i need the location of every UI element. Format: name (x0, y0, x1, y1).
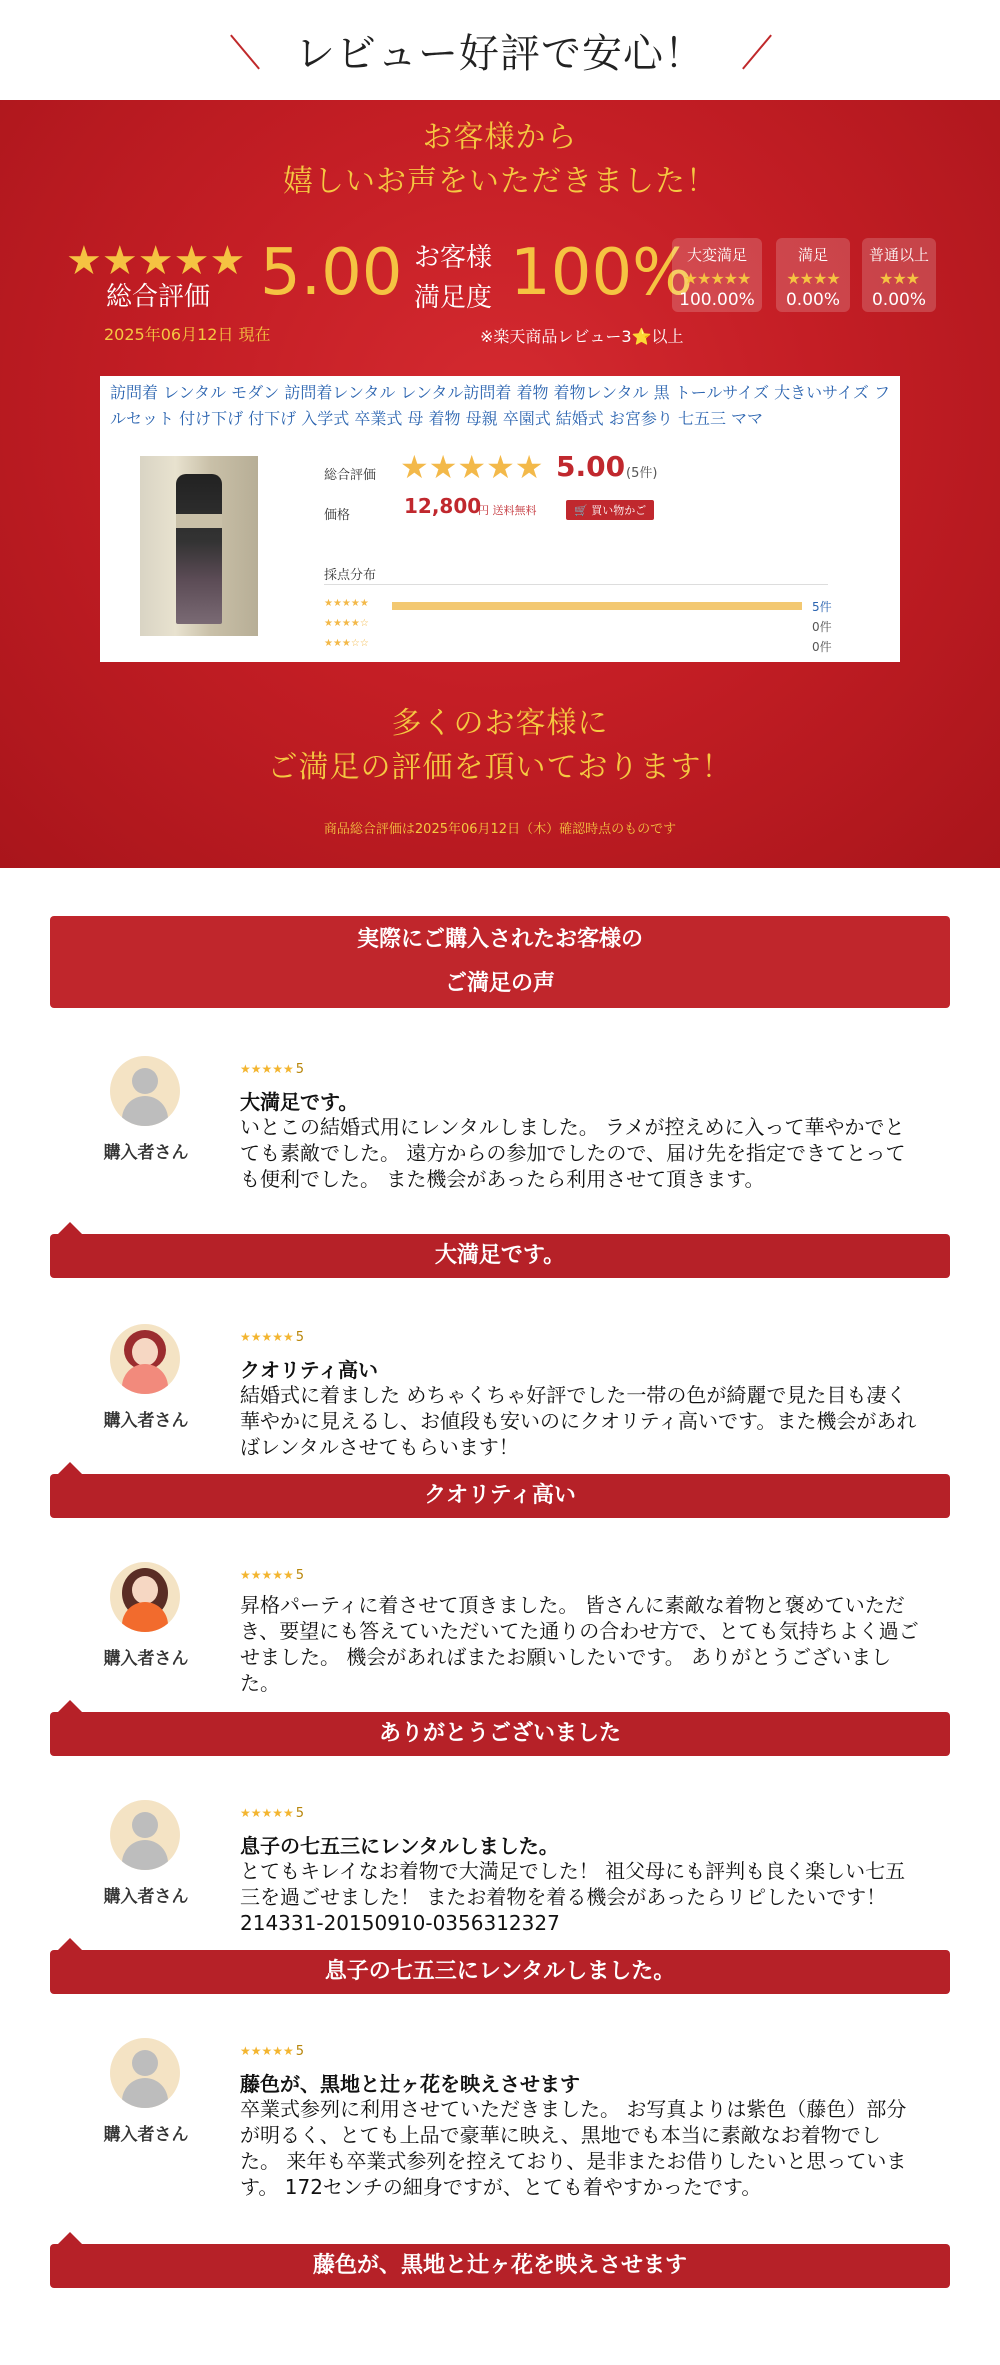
overall-stars-icon: ★★★★★ (66, 238, 246, 284)
rate-box-label: 満足 (797, 246, 828, 264)
review-body: 結婚式に着ました めちゃくちゃ好評でした一帯の色が綺麗で見た目も凄く華やかに見えるし、お値段も安いのにクオリティ高いです。また機会があればレンタルさせてもらいます！ (240, 1383, 917, 1459)
page-title: レビュー好評で安心！ (295, 31, 705, 77)
review-stars-icon: ★★★★★ (240, 2044, 294, 2058)
review-summary-bar (50, 1712, 950, 1756)
review-rating-number: 5 (295, 1062, 305, 1077)
banner-heading-line4: ご満足の評価を頂いております！ (267, 750, 733, 785)
person-icon (132, 1812, 158, 1838)
rate-box-stars-icon: ★★★★ (786, 269, 840, 288)
page-bottom-spacer (0, 2300, 1000, 2365)
review-summary-bar (50, 1950, 950, 1994)
rate-box-label: 普通以上 (868, 246, 929, 264)
review-rating (240, 1806, 304, 1821)
review-body: 昇格パーティに着させて頂きました。 皆さんに素敵な着物と褒めていただき、要望にも答えていただいてた通りの合わせ方で、とても気持ちよく過ごせました。 機会があればまたお願いしたいです。 ありがとうございました。 (240, 1593, 919, 1695)
avatar (110, 1800, 180, 1870)
distribution-count: 0件 (812, 640, 832, 654)
card-review-count[interactable]: (5件) (626, 466, 658, 481)
card-price-label: 価格 (324, 508, 351, 523)
review-title: 大満足です。 (240, 1090, 359, 1114)
card-price: 12,800 (404, 494, 482, 518)
review-title: 息子の七五三にレンタルしました。 (240, 1834, 559, 1858)
review-stars-icon: ★★★★★ (240, 1806, 294, 1820)
rate-box-percent: 0.00% (871, 290, 926, 310)
person-icon-body (122, 1096, 168, 1126)
overall-score: 5.00 (260, 236, 403, 310)
bar-notch (58, 1222, 82, 1234)
woman-face (132, 1338, 158, 1366)
product-title-link[interactable]: 訪問着 レンタル モダン 訪問着レンタル レンタル訪問着 着物 着物レンタル 黒 トールサイズ 大きいサイズ フルセット 付け下げ 付下げ 入学式 卒業式 母 着物 母親 卒園式 結婚式 お宮参り 七五三 ママ (110, 383, 890, 428)
distribution-row (324, 616, 844, 634)
card-stars-icon: ★★★★★ (400, 448, 544, 486)
review-summary-bar (50, 2244, 950, 2288)
rate-box-average-or-above (862, 238, 936, 312)
bar-notch (58, 1938, 82, 1950)
person-icon-body (122, 2078, 168, 2108)
bar-notch (58, 1462, 82, 1474)
review-rating (240, 2044, 304, 2059)
avatar (110, 1056, 180, 1126)
buyer-name: 購入者さん (103, 1143, 189, 1163)
review-rating (240, 1568, 304, 1583)
review-body: 卒業式参列に利用させていただきました。 お写真よりは紫色（藤色）部分が明るく、とても上品で豪華に映え、黒地でも本当に素敵なお着物でした。 来年も卒業式参列を控えており、是非またお借りしたいと思っています。 172センチの細身ですが、とても着やすかったです。 (240, 2097, 907, 2199)
rate-box-very-satisfied (672, 238, 762, 312)
rating-date: 2025年06月12日 現在 (104, 325, 271, 344)
avatar (110, 1324, 180, 1394)
satisfaction-percent: 100% (510, 236, 693, 310)
review-rating (240, 1062, 304, 1077)
review-rating-number: 5 (295, 2044, 305, 2059)
overall-label: 総合評価 (106, 282, 211, 312)
avatar (110, 1562, 180, 1632)
distribution-divider (324, 584, 828, 585)
avatar (110, 2038, 180, 2108)
kimono-image (176, 474, 222, 624)
obi-image (176, 514, 222, 528)
person-icon (132, 2050, 158, 2076)
review-bar-label: クオリティ高い (424, 1483, 576, 1508)
satisfaction-label: お客様満足度 (413, 243, 492, 313)
rate-box-stars-icon: ★★★ (878, 269, 920, 288)
review-bar-label: ありがとうございました (378, 1721, 621, 1746)
person-icon (132, 1068, 158, 1094)
distribution-row (324, 596, 844, 614)
rate-box-percent: 100.00% (679, 290, 755, 310)
rating-note: ※楽天商品レビュー3⭐以上 (480, 327, 684, 346)
bar-notch (58, 2232, 82, 2244)
buyer-name: 購入者さん (103, 1649, 189, 1669)
card-price-unit: 円 送料無料 (478, 504, 537, 517)
distribution-stars-icon: ★★★★☆ (324, 618, 369, 629)
distribution-bar (392, 602, 802, 610)
distribution-count[interactable]: 5件 (812, 600, 832, 614)
review-bar-label: 藤色が、黒地と辻ヶ花を映えさせます (312, 2253, 687, 2278)
add-to-cart-button[interactable]: 🛒 買い物かご (566, 500, 654, 520)
woman-face (132, 1576, 158, 1604)
banner-heading-line3: 多くのお客様に (391, 706, 609, 741)
review-rating-number: 5 (295, 1330, 305, 1345)
page-header (0, 0, 1000, 100)
review-title: クオリティ高い (240, 1358, 378, 1382)
review-rating-number: 5 (295, 1806, 305, 1821)
reviews-title-line2: ご満足の声 (444, 971, 555, 996)
review-summary-bar (50, 1234, 950, 1278)
review-stars-icon: ★★★★★ (240, 1568, 294, 1582)
review-stars-icon: ★★★★★ (240, 1330, 294, 1344)
banner-heading-line1: お客様から (422, 120, 578, 155)
product-review-card (100, 376, 900, 662)
rate-box-percent: 0.00% (785, 290, 840, 310)
distribution-stars-icon: ★★★☆☆ (324, 638, 369, 649)
rate-box-stars-icon: ★★★★★ (683, 269, 751, 288)
review-summary-bar (50, 1474, 950, 1518)
banner-heading-line2: 嬉しいお声をいただきました！ (283, 164, 717, 199)
reviews-section-title (50, 916, 950, 1008)
product-photo[interactable] (140, 456, 258, 636)
distribution-label: 採点分布 (324, 568, 377, 583)
review-stars-icon: ★★★★★ (240, 1062, 294, 1076)
rating-banner (0, 100, 1000, 868)
distribution-stars-icon: ★★★★★ (324, 598, 369, 609)
review-body: とてもキレイなお着物で大満足でした！ 祖父母にも評判も良く楽しい七五三を過ごせました！ またお着物を着る機会があったらリピしたいです！ 214331-20150910-0356312327 (240, 1859, 906, 1935)
card-score: 5.00 (556, 450, 626, 483)
reviews-title-line1: 実際にご購入されたお客様の (356, 927, 643, 952)
card-overall-label: 総合評価 (324, 468, 377, 483)
bar-notch (58, 1700, 82, 1712)
buyer-name: 購入者さん (103, 2125, 189, 2145)
woman-icon-body (122, 1364, 168, 1394)
review-rating (240, 1330, 304, 1345)
rate-box-label: 大変満足 (686, 246, 747, 264)
distribution-count: 0件 (812, 620, 832, 634)
rate-box-satisfied (776, 238, 850, 312)
review-bar-label: 息子の七五三にレンタルしました。 (324, 1959, 676, 1984)
review-title: 藤色が、黒地と辻ヶ花を映えさせます (240, 2072, 580, 2096)
person-icon-body (122, 1840, 168, 1870)
review-body: いとこの結婚式用にレンタルしました。 ラメが控えめに入って華やかでとても素敵でした。 遠方からの参加でしたので、届け先を指定できてとっても便利でした。 また機会があったら利用させて頂きます。 (240, 1115, 906, 1191)
buyer-name: 購入者さん (103, 1411, 189, 1431)
review-bar-label: 大満足です。 (434, 1243, 566, 1268)
buyer-name: 購入者さん (103, 1887, 189, 1907)
distribution-row (324, 636, 844, 654)
review-rating-number: 5 (295, 1568, 305, 1583)
banner-footnote: 商品総合評価は2025年06月12日（木）確認時点のものです (323, 822, 677, 837)
